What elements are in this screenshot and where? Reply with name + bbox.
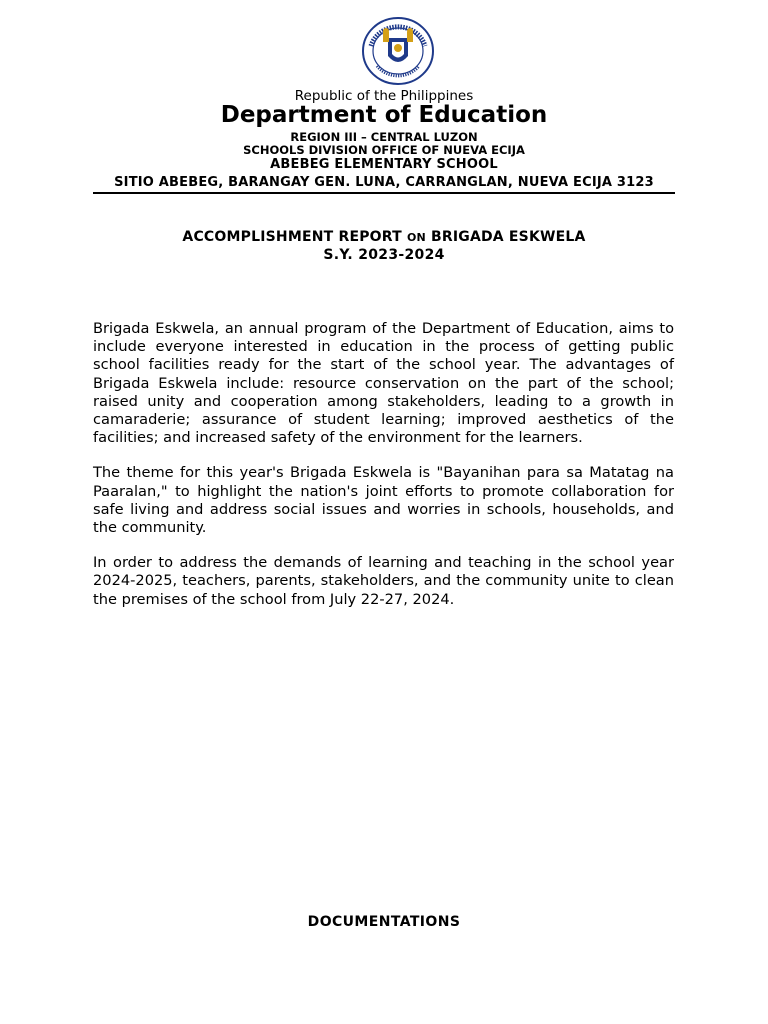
school-name: ABEBEG ELEMENTARY SCHOOL — [270, 157, 498, 172]
department-title: Department of Education — [220, 102, 548, 128]
documentations-heading: DOCUMENTATIONS — [307, 914, 461, 930]
division-label: SCHOOLS DIVISION OFFICE OF NUEVA ECIJA — [243, 143, 525, 157]
paragraph-schedule: In order to address the demands of learning and teaching in the school year 2024-2025, teachers, parents, stakeholders, and the community unite to clean the premises of the school from July 22-27, 2024. — [93, 554, 674, 608]
deped-seal-logo — [361, 16, 435, 86]
report-title — [0, 229, 768, 245]
report-title-on: ON — [406, 231, 426, 244]
seal-icon — [361, 16, 435, 86]
school-year: S.Y. 2023-2024 — [323, 247, 445, 263]
header-divider — [93, 192, 675, 194]
paragraph-intro: Brigada Eskwela, an annual program of the Department of Education, aims to include everyone interested in education in the process of getting public school facilities ready for the start of the school year. The advantages of Brigada Eskwela include: resource conservation on the part of the school; raised unity and cooperation among stakeholders, leading to a growth in camaraderie; assurance of student learning; improved aesthetics of the facilities; and increased safety of the environment for the learners. — [93, 320, 674, 447]
school-address: SITIO ABEBEG, BARANGAY GEN. LUNA, CARRANGLAN, NUEVA ECIJA 3123 — [114, 175, 654, 190]
report-title-part2: BRIGADA ESKWELA — [425, 229, 586, 245]
region-label: REGION III – CENTRAL LUZON — [290, 130, 478, 144]
paragraph-theme: The theme for this year's Brigada Eskwela is "Bayanihan para sa Matatag na Paaralan," to highlight the nation's joint efforts to promote collaboration for safe living and address social issues and worries in schools, households, and the community. — [93, 464, 674, 537]
report-title-part1: ACCOMPLISHMENT REPORT — [182, 229, 407, 245]
report-body — [93, 320, 674, 626]
republic-label: Republic of the Philippines — [294, 88, 474, 104]
